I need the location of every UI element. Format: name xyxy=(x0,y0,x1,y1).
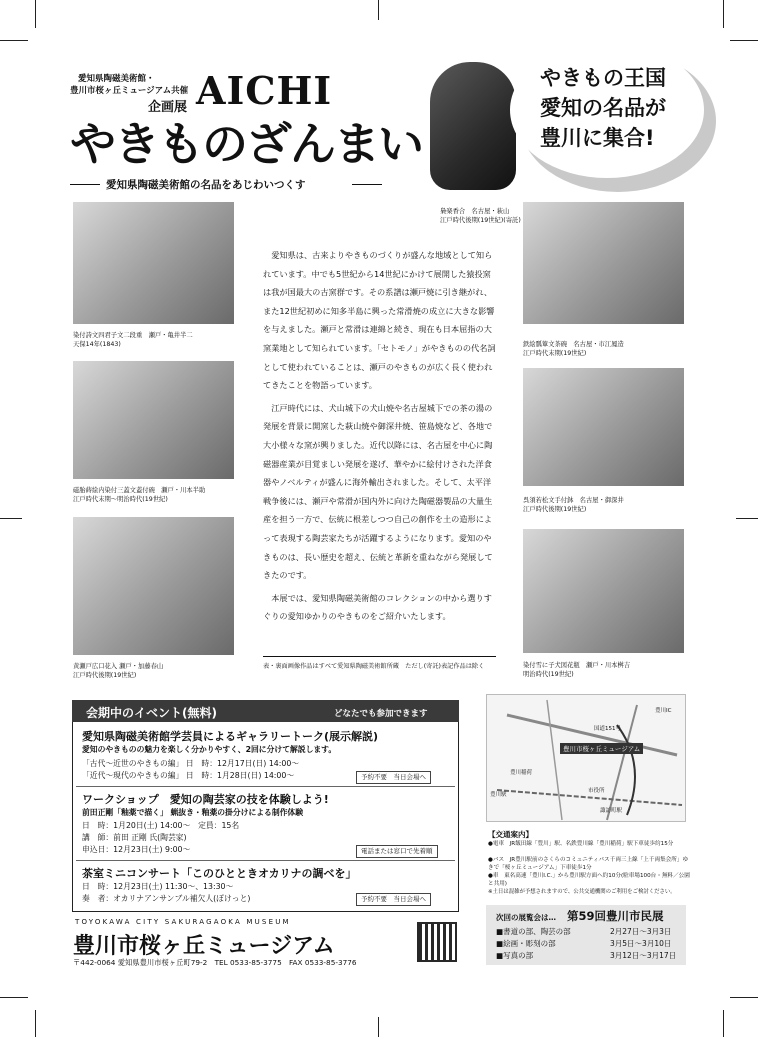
concert-line1: 日 時：12月23日(土) 11:30〜、13:30〜 xyxy=(82,882,234,891)
vase-caption-line2: 江戸時代後期(19世紀) xyxy=(73,672,137,679)
pair-vases-caption-line1: 染付雪に子犬図花瓶 瀬戸・川本桝吉 xyxy=(523,662,631,669)
crop-mark xyxy=(378,0,379,20)
next-item-date: 3月5日〜3月10日 xyxy=(610,939,672,948)
bubble-line3: 豊川に集合! xyxy=(540,126,655,150)
bowls-caption-line2: 江戸時代末期〜明治時代(19世紀) xyxy=(73,496,168,503)
map-label-ic: 豊川IC xyxy=(655,708,672,714)
map-label-cityhall: 市役所 xyxy=(588,788,605,794)
organizers-line2: 豊川市桜ヶ丘ミュージアム共催 xyxy=(70,86,189,96)
owl-caption-line2: 江戸時代後期(19世紀)(寄託) xyxy=(440,217,521,224)
concert-title: 茶室ミニコンサート「このひとときオカリナの調べを」 xyxy=(82,867,357,880)
map-label-station: 豊川駅 xyxy=(490,792,507,798)
lidded-bowls-image xyxy=(73,361,234,479)
access-train: ●電車 JR飯田線「豊川」駅、名鉄豊川線「豊川稲荷」駅下車徒歩約15分 xyxy=(488,841,674,847)
crop-mark xyxy=(0,518,22,519)
next-item-date: 2月27日〜3月3日 xyxy=(610,927,672,936)
access-note: ※土日は混雑が予想されますので、公共交通機関のご利用をご検討ください。 xyxy=(488,889,676,895)
museum-name: 豊川市桜ヶ丘ミュージアム xyxy=(73,934,335,959)
crop-mark xyxy=(0,997,28,998)
events-divider xyxy=(76,860,455,861)
map-label-inari: 豊川稲荷 xyxy=(510,770,533,776)
workshop-line1: 日 時：1月20日(土) 14:00〜 定員：15名 xyxy=(82,821,240,830)
crop-mark xyxy=(730,40,758,41)
access-bus: ●バス JR豊川駅前のさくらのコミュニティバス千両三上線「上千両集会所」ゆきで「桜ヶ丘ミュージアム」下車徒歩1分 xyxy=(488,857,689,871)
map-label-suwa: 諏訪町駅 xyxy=(600,808,623,814)
handled-tray-image xyxy=(523,368,684,486)
next-item-name: ■書道の部、陶芸の部 xyxy=(496,927,571,936)
workshop-desc: 前田正剛「釉薬で描く」 蝋抜き・釉薬の掛分けによる制作体験 xyxy=(82,808,304,817)
jubako-caption-line1: 染付詩文四君子文二段重 瀬戸・亀井半二 xyxy=(73,332,193,339)
map-museum-label: 豊川市桜ヶ丘ミュージアム xyxy=(560,743,643,754)
body-text xyxy=(263,246,498,626)
crop-mark xyxy=(723,1010,724,1037)
gallery-talk-line1: 「古代〜近世のやきもの編」 日 時：12月17日(日) 14:00〜 xyxy=(82,759,300,768)
bubble-line1: やきもの王国 xyxy=(540,66,666,90)
concert-tag: 予約不要 当日会場へ xyxy=(356,893,431,906)
map-roads xyxy=(487,695,686,822)
teabowl-caption-line1: 鉄絵瓢簞文茶碗 名古屋・市江鳳造 xyxy=(523,341,624,348)
next-exhibition-lead: 次回の展覧会は… xyxy=(496,913,556,922)
flower-vase-image xyxy=(73,517,234,655)
jubako-caption-line2: 天保14年(1843) xyxy=(73,341,121,348)
map-label-route: 国道151号 xyxy=(594,726,621,732)
vase-caption-line1: 黄瀬戸広口花入 瀬戸・加藤春山 xyxy=(73,663,164,670)
subtitle-rule-right xyxy=(352,184,382,185)
events-header-right: どなたでも参加できます xyxy=(334,709,428,719)
workshop-title: ワークショップ 愛知の陶芸家の技を体験しよう! xyxy=(82,793,329,806)
teabowl-caption-line2: 江戸時代末期(19世紀) xyxy=(523,350,587,357)
qr-code[interactable] xyxy=(417,922,457,962)
pair-vases-image xyxy=(523,529,684,653)
workshop-tag: 電話または窓口で先着順 xyxy=(356,845,438,858)
body-paragraph-1: 愛知県は、古来よりやきものづくりが盛んな地域として知られています。中でも5世紀から14世紀にかけて展開した猿投窯は我が国最大の古窯群です。その系譜は瀬戸焼に引き継がれ、また12世紀初めに知多半島に興った常滑焼の成立に大きな影響を与えました。瀬戸と常滑は連綿と続き、現在も日本屈指の大窯業地として知られています。「セトモノ」がやきものの代名詞として使われていることは、瀬戸のやきものが広く長く使われてきたことを物語っています。 xyxy=(263,250,496,391)
pair-vases-caption-line2: 明治時代(19世紀) xyxy=(523,671,574,678)
events-header-title: 会期中のイベント(無料) xyxy=(86,706,217,720)
events-divider xyxy=(76,786,455,787)
tray-caption-line1: 呉須若松文手付鉢 名古屋・御深井 xyxy=(523,497,624,504)
crop-mark xyxy=(35,1010,36,1037)
bowls-caption-line1: 磁胎蒔絵内染付三蓋文蓋付碗 瀬戸・川本半助 xyxy=(73,487,206,494)
bubble-line2: 愛知の名品が xyxy=(540,96,666,120)
owl-incense-box-image xyxy=(430,62,516,190)
workshop-line3: 申込日：12月23日(土) 9:00〜 xyxy=(82,845,191,854)
page-title: やきものざんまい xyxy=(70,117,422,171)
access-title: 【交通案内】 xyxy=(488,830,533,839)
kikakuten-label: 企画展 xyxy=(148,100,188,115)
next-exhibition-title: 第59回豊川市民展 xyxy=(567,909,664,923)
museum-address: 〒442-0064 愛知県豊川市桜ヶ丘町79-2 TEL 0533-85-3775 FAX 0533-85-3776 xyxy=(73,958,357,967)
crop-mark xyxy=(0,40,28,41)
crop-mark xyxy=(35,0,36,28)
body-paragraph-2: 江戸時代には、犬山城下の犬山焼や名古屋城下での茶の湯の発展を背景に開窯した萩山焼や御深井焼、笹島焼など、各地で大小様々な窯が興りました。近代以降には、名古屋を中心に陶磁器産業が目覚ましい発展を遂げ、華やかに絵付けされた洋食器やノベルティが盛んに海外輸出されました。そして、太平洋戦争後には、瀬戸や常滑が国内外に向けた陶磁器製品の大量生産を担う一方で、伝統に根差しつつ自己の創作を土の造形によって表現する陶芸家たちが活躍するようになります。愛知のやきものは、長い歴史を超え、伝統と革新を重ねながら発展してきたのです。 xyxy=(263,402,493,581)
body-paragraph-3: 本展では、愛知県陶磁美術館のコレクションの中から選りすぐりの愛知ゆかりのやきものをご紹介いたします。 xyxy=(263,592,492,622)
crop-mark xyxy=(723,0,724,28)
jubako-image xyxy=(73,202,234,324)
aichi-wordmark: AICHI xyxy=(196,68,333,113)
page-subtitle: 愛知県陶磁美術館の名品をあじわいつくす xyxy=(106,179,306,191)
crop-mark xyxy=(730,997,758,998)
access-car: ●車 東名高速「豊川I.C.」から豊川駅方面へ約10分(駐車場100台・無料／公園と共用) xyxy=(488,873,690,887)
concert-line2: 奏 者：オカリナアンサンブル補欠人(ぽけっと) xyxy=(82,894,251,903)
collection-note: 表・裏面画像作品はすべて愛知県陶磁美術館所蔵 ただし(寄託)表記作品は除く xyxy=(263,663,485,670)
subtitle-rule-left xyxy=(70,184,100,185)
museum-english-name: TOYOKAWA CITY SAKURAGAOKA MUSEUM xyxy=(75,918,291,926)
tea-bowl-image xyxy=(523,202,684,324)
gallery-talk-line2: 「近代〜現代のやきもの編」 日 時：1月28日(日) 14:00〜 xyxy=(82,771,295,780)
next-item-name: ■写真の部 xyxy=(496,951,534,960)
gallery-talk-desc: 愛知のやきものの魅力を楽しく分かりやすく、2回に分けて解説します。 xyxy=(82,745,337,754)
owl-caption-line1: 梟楽香合 名古屋・萩山 xyxy=(440,208,510,215)
crop-mark xyxy=(378,1017,379,1037)
crop-mark xyxy=(736,518,758,519)
next-item-name: ■絵画・彫刻の部 xyxy=(496,939,556,948)
tray-caption-line2: 江戸時代後期(19世紀) xyxy=(523,506,587,513)
workshop-line2: 講 師：前田 正剛 氏(陶芸家) xyxy=(82,833,187,842)
next-item-date: 3月12日〜3月17日 xyxy=(610,951,677,960)
body-rule xyxy=(263,656,496,657)
organizers-line1: 愛知県陶磁美術館・ xyxy=(78,74,155,84)
gallery-talk-tag: 予約不要 当日会場へ xyxy=(356,771,431,784)
gallery-talk-title: 愛知県陶磁美術館学芸員によるギャラリートーク(展示解説) xyxy=(82,730,379,743)
